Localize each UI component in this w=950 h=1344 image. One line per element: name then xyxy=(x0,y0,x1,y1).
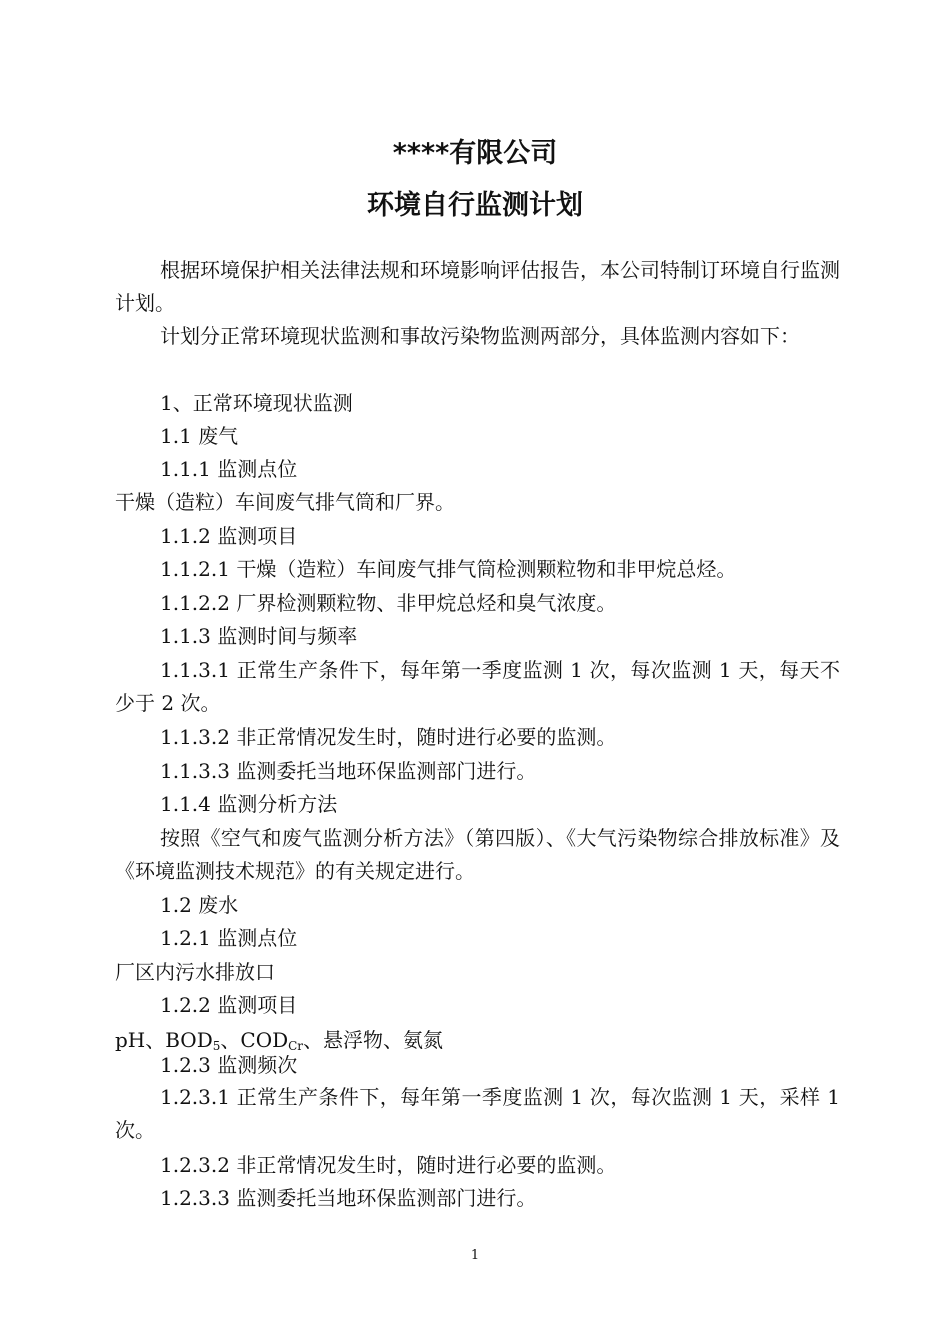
text-1-2-2-part-b: 、COD xyxy=(220,1028,289,1052)
section-heading-1-2-2: 1.2.2 监测项目 xyxy=(160,993,298,1017)
page-number: 1 xyxy=(470,1248,480,1263)
section-heading-1-1-2: 1.1.2 监测项目 xyxy=(160,524,298,548)
section-heading-1-2-1: 1.2.1 监测点位 xyxy=(160,926,298,950)
cod-subscript: Cr xyxy=(288,1039,304,1053)
text-1-2-3-2: 1.2.3.2 非正常情况发生时，随时进行必要的监测。 xyxy=(160,1153,617,1177)
section-heading-1-1-4: 1.1.4 监测分析方法 xyxy=(160,792,338,816)
section-heading-1-1: 1.1 废气 xyxy=(160,424,239,448)
text-1-1-1: 干燥（造粒）车间废气排气筒和厂界。 xyxy=(115,490,455,514)
intro-paragraph-1: 根据环境保护相关法律法规和环境影响评估报告，本公司特制订环境自行监测计划。 xyxy=(115,258,840,315)
text-1-2-1: 厂区内污水排放口 xyxy=(115,960,275,984)
section-heading-1-2-3: 1.2.3 监测频次 xyxy=(160,1053,298,1077)
section-heading-1-1-1: 1.1.1 监测点位 xyxy=(160,457,298,481)
text-1-1-3-3: 1.1.3.3 监测委托当地环保监测部门进行。 xyxy=(160,759,537,783)
text-1-2-3-1: 1.2.3.1 正常生产条件下，每年第一季度监测 1 次，每次监测 1 天，采样 1 次。 xyxy=(115,1085,840,1142)
text-1-2-2-part-c: 、悬浮物、氨氮 xyxy=(303,1028,444,1052)
section-heading-1: 1、正常环境现状监测 xyxy=(160,391,353,415)
document-title: ****有限公司 xyxy=(392,138,558,169)
text-1-2-2-part-a: pH、BOD xyxy=(115,1028,213,1052)
section-heading-1-1-3: 1.1.3 监测时间与频率 xyxy=(160,624,358,648)
text-1-1-3-1: 1.1.3.1 正常生产条件下，每年第一季度监测 1 次，每次监测 1 天，每天不少于 2 次。 xyxy=(115,658,840,715)
text-1-1-3-2: 1.1.3.2 非正常情况发生时，随时进行必要的监测。 xyxy=(160,725,617,749)
bod-subscript: 5 xyxy=(212,1039,221,1053)
text-1-2-3-3: 1.2.3.3 监测委托当地环保监测部门进行。 xyxy=(160,1186,537,1210)
intro-paragraph-2: 计划分正常环境现状监测和事故污染物监测两部分，具体监测内容如下： xyxy=(160,324,800,348)
document-subtitle: 环境自行监测计划 xyxy=(367,190,583,221)
text-1-1-2-2: 1.1.2.2 厂界检测颗粒物、非甲烷总烃和臭气浓度。 xyxy=(160,591,617,615)
text-1-1-4: 按照《空气和废气监测分析方法》（第四版）、《大气污染物综合排放标准》及《环境监测技术规范》的有关规定进行。 xyxy=(115,826,840,883)
section-heading-1-2: 1.2 废水 xyxy=(160,893,239,917)
text-1-1-2-1: 1.1.2.1 干燥（造粒）车间废气排气筒检测颗粒物和非甲烷总烃。 xyxy=(160,557,737,581)
